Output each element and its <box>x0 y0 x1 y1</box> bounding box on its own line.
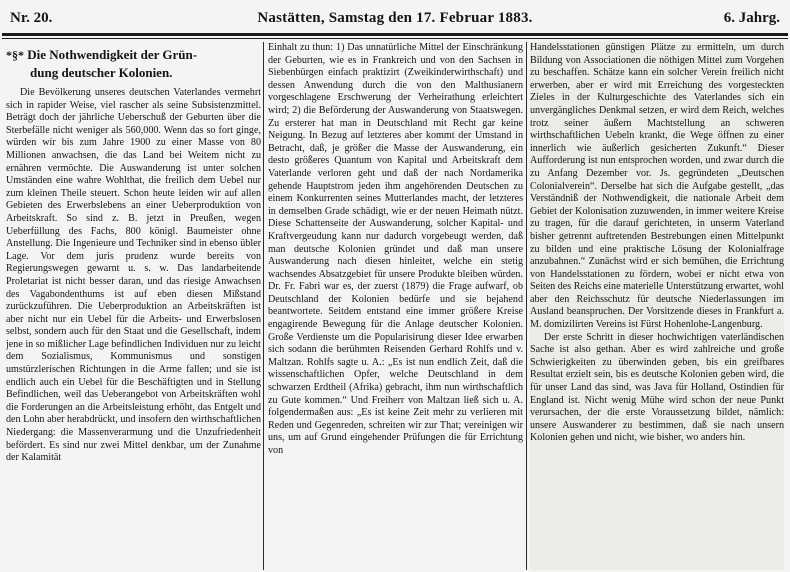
article-column-2 <box>268 42 523 570</box>
column-divider <box>263 42 264 570</box>
headline-line-2: dung deutscher Kolonien. <box>30 65 173 80</box>
article-paragraph: Einhalt zu thun: 1) Das unnatürliche Mittel der Einschränkung der Geburten, wie es in Frankreich und von den Sachsen in Siebenbürgen einfach praktizirt (Zweikinderwirthschaft) und dessen Anwendung durch die von den Malthusianern vorgeschlagene Erschwerung der Verheirathung erleichtert wird; 2) die Beförderung der Auswanderung von Staatswegen. Zu ersterer hat man in Deutschland mit Recht gar keine Neigung. In Bezug auf letzteres aber kommt der Umstand in Betracht, daß, je größer die Masse der Auswanderung, ein desto größeres Quantum von Kapital und Arbeitskraft dem Vaterlande verloren geht und daß der nach Nordamerika gehende Hauptstrom jeden ihm angehörenden Deutschen zu einem Konkurrenten seines Mutterlandes macht, der letzteres in demselben Grade schädigt, wie er der neuen Heimath nützt. Diese Schattenseite der Auswanderung, solcher Kapital- und Kraftvergeudung kann nur dadurch vorgebeugt werden, daß man deutsche Kolonien gründet und daß man unsere Auswanderung nach diesen hinleitet, welche ein stetig wachsendes Absatzgebiet für unsere Produkte bleiben würden. Dr. Fr. Fabri war es, der zuerst (1879) die Frage aufwarf, ob Deutschland der Kolonien bedürfe und sie bejahend beantwortete. Seitdem entstand eine immer größere Kreise engagirende Bewegung für die Anlage deutscher Kolonien. Große Verdienste um die Popularisirung dieser Idee erwarben sich sodann die berühmten Reisenden Gerhard Rohlfs und v. Maltzan. Rohlfs sagte u. A.: „Es ist nun endlich Zeit, daß die wissenschaftlichen Opfer, welche Deutschland in dem schwarzen Erdtheil (Afrika) gebracht, ihm nun wirthschaftlich zu Gute kommen.“ Und Freiherr von Maltzan ließ sich u. A. folgendermaßen aus: „Es ist keine Zeit mehr zu verlieren mit Reden und Gegenreden, schreiten wir zur That; vereinigen wir uns, um auf Grund eingehender Prüfungen die für Errichtung von <box>268 42 523 456</box>
article-paragraph: Die Bevölkerung unseres deutschen Vaterlandes vermehrt sich in rapider Weise, viel rascher als seine Subsistenzmittel. Beträgt doch der jährliche Ueberschuß der Geburten über die Sterbefälle nicht weniger als 560,000. Wenn das so fort ginge, würden wir bis zum Jahre 1900 zu einer Masse von 80 Millionen anwachsen, die das Land bei Weitem nicht zu ernähren vermöchte. Die Auswanderung ist unter solchen Umständen eine wahre Wohlthat, die freilich dem Uebel nur zum kleinen Theile steuert. Schon heute leiden wir auf allen Gebieten des Erwerbslebens an einer Ueberproduktion von Arbeitskraft. So sind z. B. jetzt in Preußen, wegen Ueberfüllung des Fachs, 800 königl. Baumeister ohne Anstellung. Die Ingenieure und Techniker sind in ebenso übler Lage. Vor dem juris prudenz wurde bereits von Regierungswegen gewarnt u. s. w. Das landarbeitende Proletariat ist nicht besser daran, und das riesige Anwachsen des Vagabondenthums ist auf eben diesen Mißstand zurückzuführen. Die Ueberproduktion an Arbeitskräften ist aber nicht nur ein Uebel für die Arbeits- und Erwerbslosen selbst, sondern auch für den Staat und die Gesellschaft, indem jene in so mißlicher Lage befindlichen Individuen nur zu leicht dem Sozialismus, Kommunismus und sonstigen umstürzlerischen Richtungen in die Arme fallen; und sie ist endlich auch ein Uebel für die Beschäftigten und in Stellung Befindlichen, weil das Ueberangebot von Arbeitskräften wohl die Forderungen an die Arbeitsleistung erhöht, das Entgelt und den Lohn aber herabdrückt, und insofern den wirthschaftlichen Niedergang: die Massenverarmung und die Unzufriedenheit befördert. Es sind nur zwei Mittel denkbar, um der Zunahme der Kalamität <box>6 87 261 464</box>
date-line: Nastätten, Samstag den 17. Februar 1883. <box>257 10 533 26</box>
article-column-1 <box>6 42 261 570</box>
masthead-rule-thick <box>2 33 788 36</box>
column-divider <box>526 42 527 570</box>
issue-number: Nr. 20. <box>10 10 53 26</box>
headline-line-1: Die Nothwendigkeit der Grün- <box>27 47 198 62</box>
masthead-rule-thin <box>2 38 788 39</box>
volume-year: 6. Jahrg. <box>723 10 780 26</box>
article-paragraph: Handelsstationen günstigen Plätze zu ermitteln, um durch Bildung von Associationen die nöthigen Mittel zum Vorgehen zu beschaffen. Schätze kann ein solcher Verein freilich nicht erwerben, aber er wird mit Erreichung des vorgesteckten Zieles in der Kulturgeschichte des Vaterlandes sich ein unvergängliches Denkmal setzen, er wird dem Reich, welches trotz seiner äußern Machtstellung an schweren wirthschaftlichen Uebeln krankt, die Wege öffnen zu einer innerlich wie äußerlich gesicherten Zukunft.“ Dieser Aufforderung ist nun entsprochen worden, und zwar durch die zu Anfang Dezember vor. Js. gegründeten „Deutschen Colonialverein“. Derselbe hat sich die Aufgabe gestellt, „das Verständniß der Nothwendigkeit, die nationale Arbeit dem Gebiet der Kolonisation zuzuwenden, in immer weitere Kreise zu tragen, für die darauf gerichteten, in unserm Vaterland bisher getrennt auftretenden Bestrebungen einen Mittelpunkt zu bilden und eine praktische Lösung der Kolonialfrage anzubahnen.“ Zunächst wird er sich bemühen, die Errichtung von Handelsstationen zu fördern, wobei er nicht etwa von Seiten des Reichs eine materielle Unterstützung erwartet, wohl aber den Reichsschutz für deutsche Niederlassungen im Ausland beanspruchen. Der Vorsitzende dieses in Frankfurt a. M. domizilirten Vereins ist Fürst Hohenlohe-Langenburg. <box>530 42 784 331</box>
article-headline <box>6 46 261 81</box>
article-column-3 <box>530 42 784 570</box>
article-paragraph: Der erste Schritt in dieser hochwichtigen vaterländischen Sache ist also gethan. Aber es wird zahlreiche und große Schwierigkeiten zu überwinden geben, bis ein greifbares Resultat erzielt sein, bis es deutsche Kolonien geben wird, die für unser Land das sind, was Java für Holland, Ostindien für England ist. Nicht wenig Mühe wird schon der neue Punkt verursachen, der die erste Voraussetzung bildet, nämlich: unsere Auswanderer zu bestimmen, daß sie nach unsern Kolonien gehen und nicht, wie bisher, wo anders hin. <box>530 331 784 444</box>
masthead <box>4 8 786 32</box>
headline-mark: *§* <box>6 48 24 62</box>
